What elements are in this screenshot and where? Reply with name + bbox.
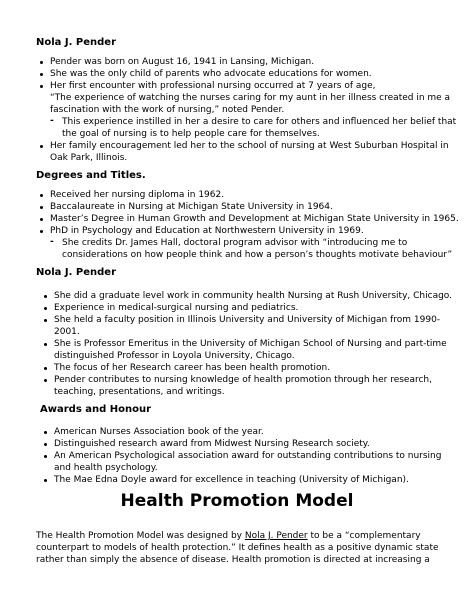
list-item: The Mae Edna Doyle award for excellence in teaching (University of Michigan). <box>54 475 409 485</box>
bullet-icon <box>44 379 47 382</box>
list-item: and health psychology. <box>54 463 158 473</box>
bullet-icon <box>44 479 47 482</box>
list-item: Her family encouragement led her to the school of nursing at West Suburban Hospital in <box>50 141 449 151</box>
bullet-icon <box>44 295 47 298</box>
list-item: An American Psychological association award for outstanding contributions to nursing <box>54 451 442 461</box>
sub-item: This experience instilled in her a desire to care for others and influenced her belief that <box>62 117 457 127</box>
paragraph-text: to be a “complementary <box>307 531 421 541</box>
section-heading: Nola J. Pender <box>36 37 116 48</box>
paragraph-text: The Health Promotion Model was designed by <box>36 531 245 541</box>
list-item: She is Professor Emeritus in the University of Michigan School of Nursing and part-time <box>54 339 447 349</box>
list-item: She was the only child of parents who advocate educations for women. <box>50 69 372 79</box>
bullet-icon <box>40 230 43 233</box>
sub-item: She credits Dr. James Hall, doctoral program advisor with “introducing me to <box>62 238 408 248</box>
bullet-icon <box>40 206 43 209</box>
list-item: Master’s Degree in Human Growth and Development at Michigan State University in 1965. <box>50 214 459 224</box>
list-item: Received her nursing diploma in 1962. <box>50 190 225 200</box>
bullet-icon <box>44 343 47 346</box>
list-item: distinguished Professor in Loyola University, Chicago. <box>54 351 295 361</box>
list-item: She did a graduate level work in community health Nursing at Rush University, Chicago. <box>54 291 453 301</box>
bullet-icon <box>44 431 47 434</box>
bullet-icon <box>44 307 47 310</box>
paragraph-line <box>36 530 421 542</box>
sub-item: the goal of nursing is to help people care for themselves. <box>62 129 320 139</box>
list-item: 2001. <box>54 327 80 337</box>
section-heading: Awards and Honour <box>40 404 152 415</box>
quote-line: “The experience of watching the nurses caring for my aunt in her illness created in me a <box>50 93 451 103</box>
bullet-icon <box>40 61 43 64</box>
bullet-icon <box>40 194 43 197</box>
page-title: Health Promotion Model <box>120 491 354 511</box>
bullet-icon <box>40 145 43 148</box>
list-item: American Nurses Association book of the year. <box>54 427 264 437</box>
list-item: Experience in medical-surgical nursing and pediatrics. <box>54 303 299 313</box>
bullet-icon <box>44 455 47 458</box>
list-item: Baccalaureate in Nursing at Michigan State University in 1964. <box>50 202 333 212</box>
list-item: Oak Park, Illinois. <box>50 153 128 163</box>
list-item: The focus of her Research career has been health promotion. <box>54 363 331 373</box>
dash-icon: - <box>50 237 54 247</box>
section-heading: Degrees and Titles. <box>36 170 146 181</box>
list-item: Pender was born on August 16, 1941 in Lansing, Michigan. <box>50 57 315 67</box>
author-link[interactable]: Nola J. Pender <box>244 531 308 541</box>
bullet-icon <box>40 73 43 76</box>
bullet-icon <box>44 443 47 446</box>
quote-line: fascination with the work of nursing,” noted Pender. <box>50 105 285 115</box>
bullet-icon <box>40 85 43 88</box>
list-item: Distinguished research award from Midwest Nursing Research society. <box>54 439 370 449</box>
sub-item: considerations on how people think and how a person’s thoughts motivate behaviour” <box>62 250 453 260</box>
list-item: teaching, presentations, and writings. <box>54 387 225 397</box>
bullet-icon <box>40 218 43 221</box>
bullet-icon <box>44 319 47 322</box>
section-heading: Nola J. Pender <box>36 267 116 278</box>
paragraph-line: counterpart to models of health protection.” It defines health as a positive dynamic state <box>36 543 439 553</box>
list-item: PhD in Psychology and Education at Northwestern University in 1969. <box>50 226 364 236</box>
list-item: Pender contributes to nursing knowledge of health promotion through her research, <box>54 375 432 385</box>
list-item: Her first encounter with professional nursing occurred at 7 years of age, <box>50 81 376 91</box>
paragraph-line: rather than simply the absence of disease. Health promotion is directed at increasing a <box>36 555 430 565</box>
list-item: She held a faculty position in Illinois University and University of Michigan from 1990- <box>54 315 441 325</box>
bullet-icon <box>44 367 47 370</box>
dash-icon: - <box>50 116 54 126</box>
